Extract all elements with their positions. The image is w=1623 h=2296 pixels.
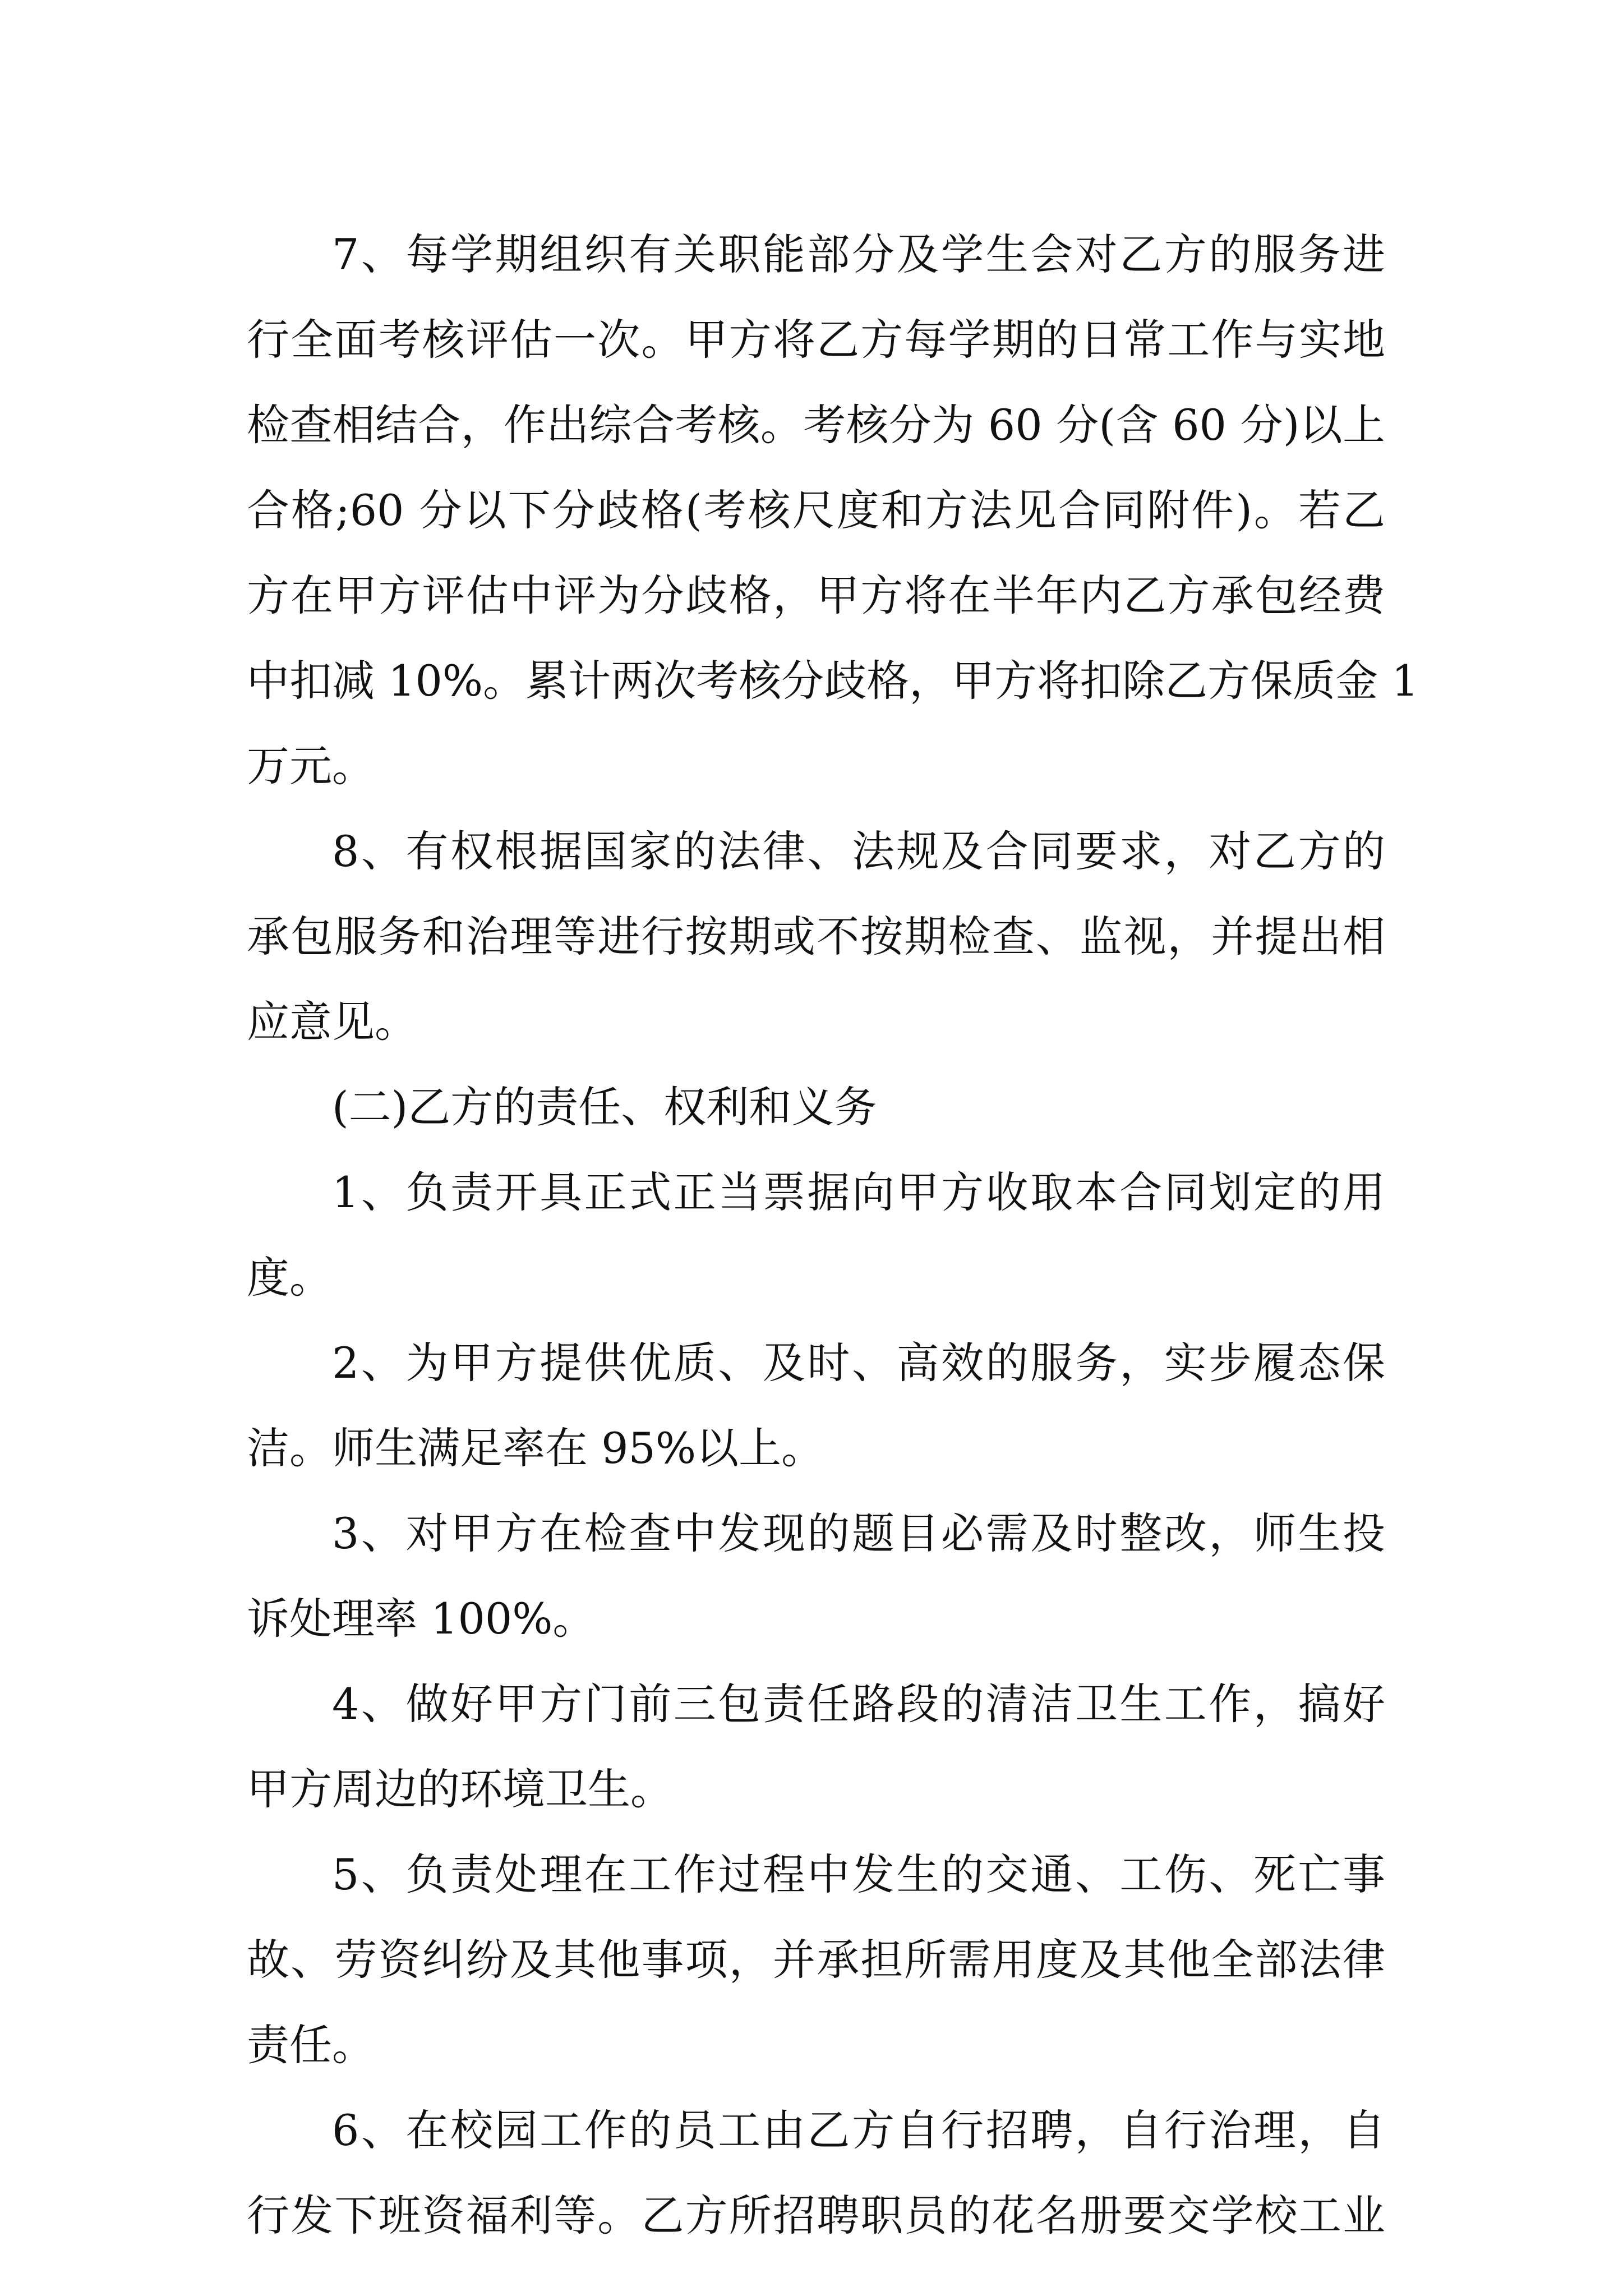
paragraph-item-8: [247, 809, 1385, 1065]
paragraph-item-2: [247, 1320, 1385, 1491]
text-line: 6、在校园工作的员工由乙方自行招聘，自行治理，自: [332, 2105, 1385, 2155]
section-heading-party-b: [247, 1065, 1385, 1150]
text-line: 万元。: [247, 741, 375, 791]
section-heading: (二)乙方的责任、权利和义务: [332, 1082, 877, 1132]
text-line: 8、有权根据国家的法律、法规及合同要求，对乙方的: [332, 826, 1385, 876]
paragraph-item-7: [247, 212, 1419, 809]
text-line: 诉处理率 100%。: [247, 1594, 596, 1644]
text-line: 故、劳资纠纷及其他事项，并承担所需用度及其他全部法律: [247, 1935, 1385, 1985]
text-line: 责任。: [247, 2020, 375, 2070]
text-line: 7、每学期组织有关职能部分及学生会对乙方的服务进: [332, 229, 1385, 279]
text-line: 应意见。: [247, 997, 417, 1047]
paragraph-item-4: [247, 1662, 1385, 1832]
text-line: 行发下班资福利等。乙方所招聘职员的花名册要交学校工业: [247, 2191, 1385, 2240]
text-line: 5、负责处理在工作过程中发生的交通、工伤、死亡事: [332, 1849, 1385, 1899]
text-line: 2、为甲方提供优质、及时、高效的服务，实步履态保: [332, 1338, 1385, 1388]
text-line: 方在甲方评估中评为分歧格，甲方将在半年内乙方承包经费: [247, 570, 1385, 620]
document-body: [247, 212, 1419, 2258]
paragraph-item-6: [247, 2088, 1385, 2258]
text-line: 行全面考核评估一次。甲方将乙方每学期的日常工作与实地: [247, 315, 1385, 365]
text-line: 甲方周边的环境卫生。: [247, 1764, 673, 1814]
text-line: 承包服务和治理等进行按期或不按期检查、监视，并提出相: [247, 912, 1385, 961]
paragraph-item-1: [247, 1150, 1385, 1320]
text-line: 1、负责开具正式正当票据向甲方收取本合同划定的用: [332, 1167, 1385, 1217]
text-line: 合格;60 分以下分歧格(考核尺度和方法见合同附件)。若乙: [247, 485, 1385, 535]
text-line: 3、对甲方在检查中发现的题目必需及时整改，师生投: [332, 1508, 1385, 1558]
paragraph-item-5: [247, 1832, 1385, 2088]
paragraph-item-3: [247, 1491, 1385, 1662]
text-line: 4、做好甲方门前三包责任路段的清洁卫生工作，搞好: [332, 1679, 1385, 1729]
text-line: 中扣减 10%。累计两次考核分歧格，甲方将扣除乙方保质金 1: [247, 656, 1419, 706]
text-line: 洁。师生满足率在 95%以上。: [247, 1423, 824, 1473]
text-line: 检查相结合，作出综合考核。考核分为 60 分(含 60 分)以上: [247, 400, 1385, 450]
text-line: 度。: [247, 1253, 332, 1303]
